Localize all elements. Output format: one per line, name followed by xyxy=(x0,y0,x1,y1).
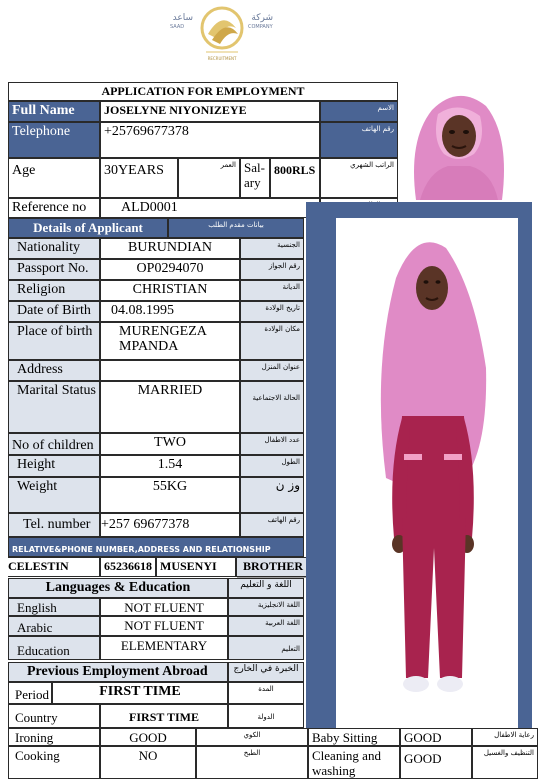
babysitting-label: Baby Sitting xyxy=(308,728,400,746)
full-name-ar: الاسم xyxy=(320,101,398,122)
tel-ar: رقم الهاتف xyxy=(240,513,304,537)
cleaning-label: Cleaning and washing xyxy=(308,746,400,779)
country-value: FIRST TIME xyxy=(100,704,228,728)
relative-relation: BROTHER xyxy=(236,557,310,577)
salary-value: 800RLS xyxy=(270,158,320,198)
religion-label: Religion xyxy=(8,280,100,301)
age-label: Age xyxy=(8,158,100,198)
relative-header: RELATIVE&PHONE NUMBER,ADDRESS AND RELATIONSHIP xyxy=(8,537,304,557)
country-ar: الدولة xyxy=(228,704,304,728)
tel-value: +257 69677378 xyxy=(100,513,240,537)
education-value: ELEMENTARY xyxy=(100,636,228,660)
arabic-ar: اللغة العربية xyxy=(228,616,304,636)
children-value: TWO xyxy=(100,433,240,455)
salary-ar: الراتب الشهري xyxy=(320,158,398,198)
period-ar: المدة xyxy=(228,682,304,704)
passport-value: OP0294070 xyxy=(100,259,240,280)
salary-label: Sal-ary xyxy=(240,158,270,198)
country-label: Country xyxy=(8,704,100,728)
prev-header-ar: الخبرة في الخارج xyxy=(228,662,304,682)
relative-place: MUSENYI xyxy=(156,557,236,577)
passport-label: Passport No. xyxy=(8,259,100,280)
telephone-ar: رقم الهاتف xyxy=(320,122,398,158)
period-label: Period xyxy=(8,682,52,704)
company-logo xyxy=(168,4,276,66)
babysitting-value: GOOD xyxy=(400,728,472,746)
arabic-label: Arabic xyxy=(8,616,100,636)
nationality-value: BURUNDIAN xyxy=(100,238,240,259)
address-ar: عنوان المنزل xyxy=(240,360,304,381)
portrait-photo xyxy=(398,80,520,200)
birthplace-label: Place of birth xyxy=(8,322,100,360)
english-value: NOT FLUENT xyxy=(100,598,228,616)
babysitting-ar: رعاية الاطفال xyxy=(472,728,538,746)
logo-left-sub: SAAD xyxy=(170,24,185,30)
cleaning-value: GOOD xyxy=(400,746,472,779)
age-value: 30YEARS xyxy=(100,158,178,198)
passport-ar: رقم الجواز xyxy=(240,259,304,280)
height-value: 1.54 xyxy=(100,455,240,477)
dob-ar: تاريخ الولادة xyxy=(240,301,304,322)
form-title: APPLICATION FOR EMPLOYMENT xyxy=(8,82,398,101)
weight-ar: وز ن xyxy=(240,477,304,513)
weight-value: 55KG xyxy=(100,477,240,513)
ironing-label: Ironing xyxy=(8,728,100,746)
cleaning-ar: التنظيف والغسيل xyxy=(472,746,538,779)
logo-bottom-text: RECRUITMENT xyxy=(207,56,237,61)
logo-right-sub: COMPANY xyxy=(248,24,273,30)
marital-ar: الحالة الاجتماعية xyxy=(240,381,304,433)
nationality-ar: الجنسية xyxy=(240,238,304,259)
height-label: Height xyxy=(8,455,100,477)
children-ar: عدد الاطفال xyxy=(240,433,304,455)
details-header-label: Details of Applicant xyxy=(8,218,168,238)
birthplace-ar: مكان الولادة xyxy=(240,322,304,360)
reference-value: ALD0001 xyxy=(100,198,320,218)
arabic-value: NOT FLUENT xyxy=(100,616,228,636)
languages-header-ar: اللغة و التعليم xyxy=(228,578,304,598)
dob-value: 04.08.1995 xyxy=(100,301,240,322)
dob-label: Date of Birth xyxy=(8,301,100,322)
education-label: Education xyxy=(8,636,100,660)
full-body-photo xyxy=(336,218,518,728)
languages-header-label: Languages & Education xyxy=(8,578,228,598)
period-value: FIRST TIME xyxy=(52,682,228,704)
children-label: No of children xyxy=(8,433,100,455)
cooking-label: Cooking xyxy=(8,746,100,779)
cooking-value: NO xyxy=(100,746,196,779)
weight-label: Weight xyxy=(8,477,100,513)
marital-label: Marital Status xyxy=(8,381,100,433)
ironing-value: GOOD xyxy=(100,728,196,746)
birthplace-value: MURENGEZA MPANDA xyxy=(100,322,240,360)
telephone-value: +25769677378 xyxy=(100,122,320,158)
tel-label: Tel. number xyxy=(8,513,100,537)
details-header-ar: بيانات مقدم الطلب xyxy=(168,218,304,238)
height-ar: الطول xyxy=(240,455,304,477)
telephone-label: Telephone xyxy=(8,122,100,158)
address-label: Address xyxy=(8,360,100,381)
religion-value: CHRISTIAN xyxy=(100,280,240,301)
ironing-ar: الكوي xyxy=(196,728,308,746)
logo-left-text: ساعد xyxy=(172,13,193,23)
cooking-ar: الطبخ xyxy=(196,746,308,779)
education-ar: التعليم xyxy=(228,636,304,660)
relative-name: CELESTIN xyxy=(8,557,100,577)
reference-label: Reference no xyxy=(8,198,100,218)
prev-header-label: Previous Employment Abroad xyxy=(8,662,228,682)
full-name-value: JOSELYNE NIYONIZEYE xyxy=(100,101,320,122)
marital-value: MARRIED xyxy=(100,381,240,433)
age-ar: العمر xyxy=(178,158,240,198)
english-label: English xyxy=(8,598,100,616)
logo-right-text: شركة xyxy=(251,13,273,23)
english-ar: اللغة الانجليزية xyxy=(228,598,304,616)
full-name-label: Full Name xyxy=(8,101,100,122)
religion-ar: الديانة xyxy=(240,280,304,301)
nationality-label: Nationality xyxy=(8,238,100,259)
address-value xyxy=(100,360,240,381)
relative-phone: 65236618 xyxy=(100,557,156,577)
